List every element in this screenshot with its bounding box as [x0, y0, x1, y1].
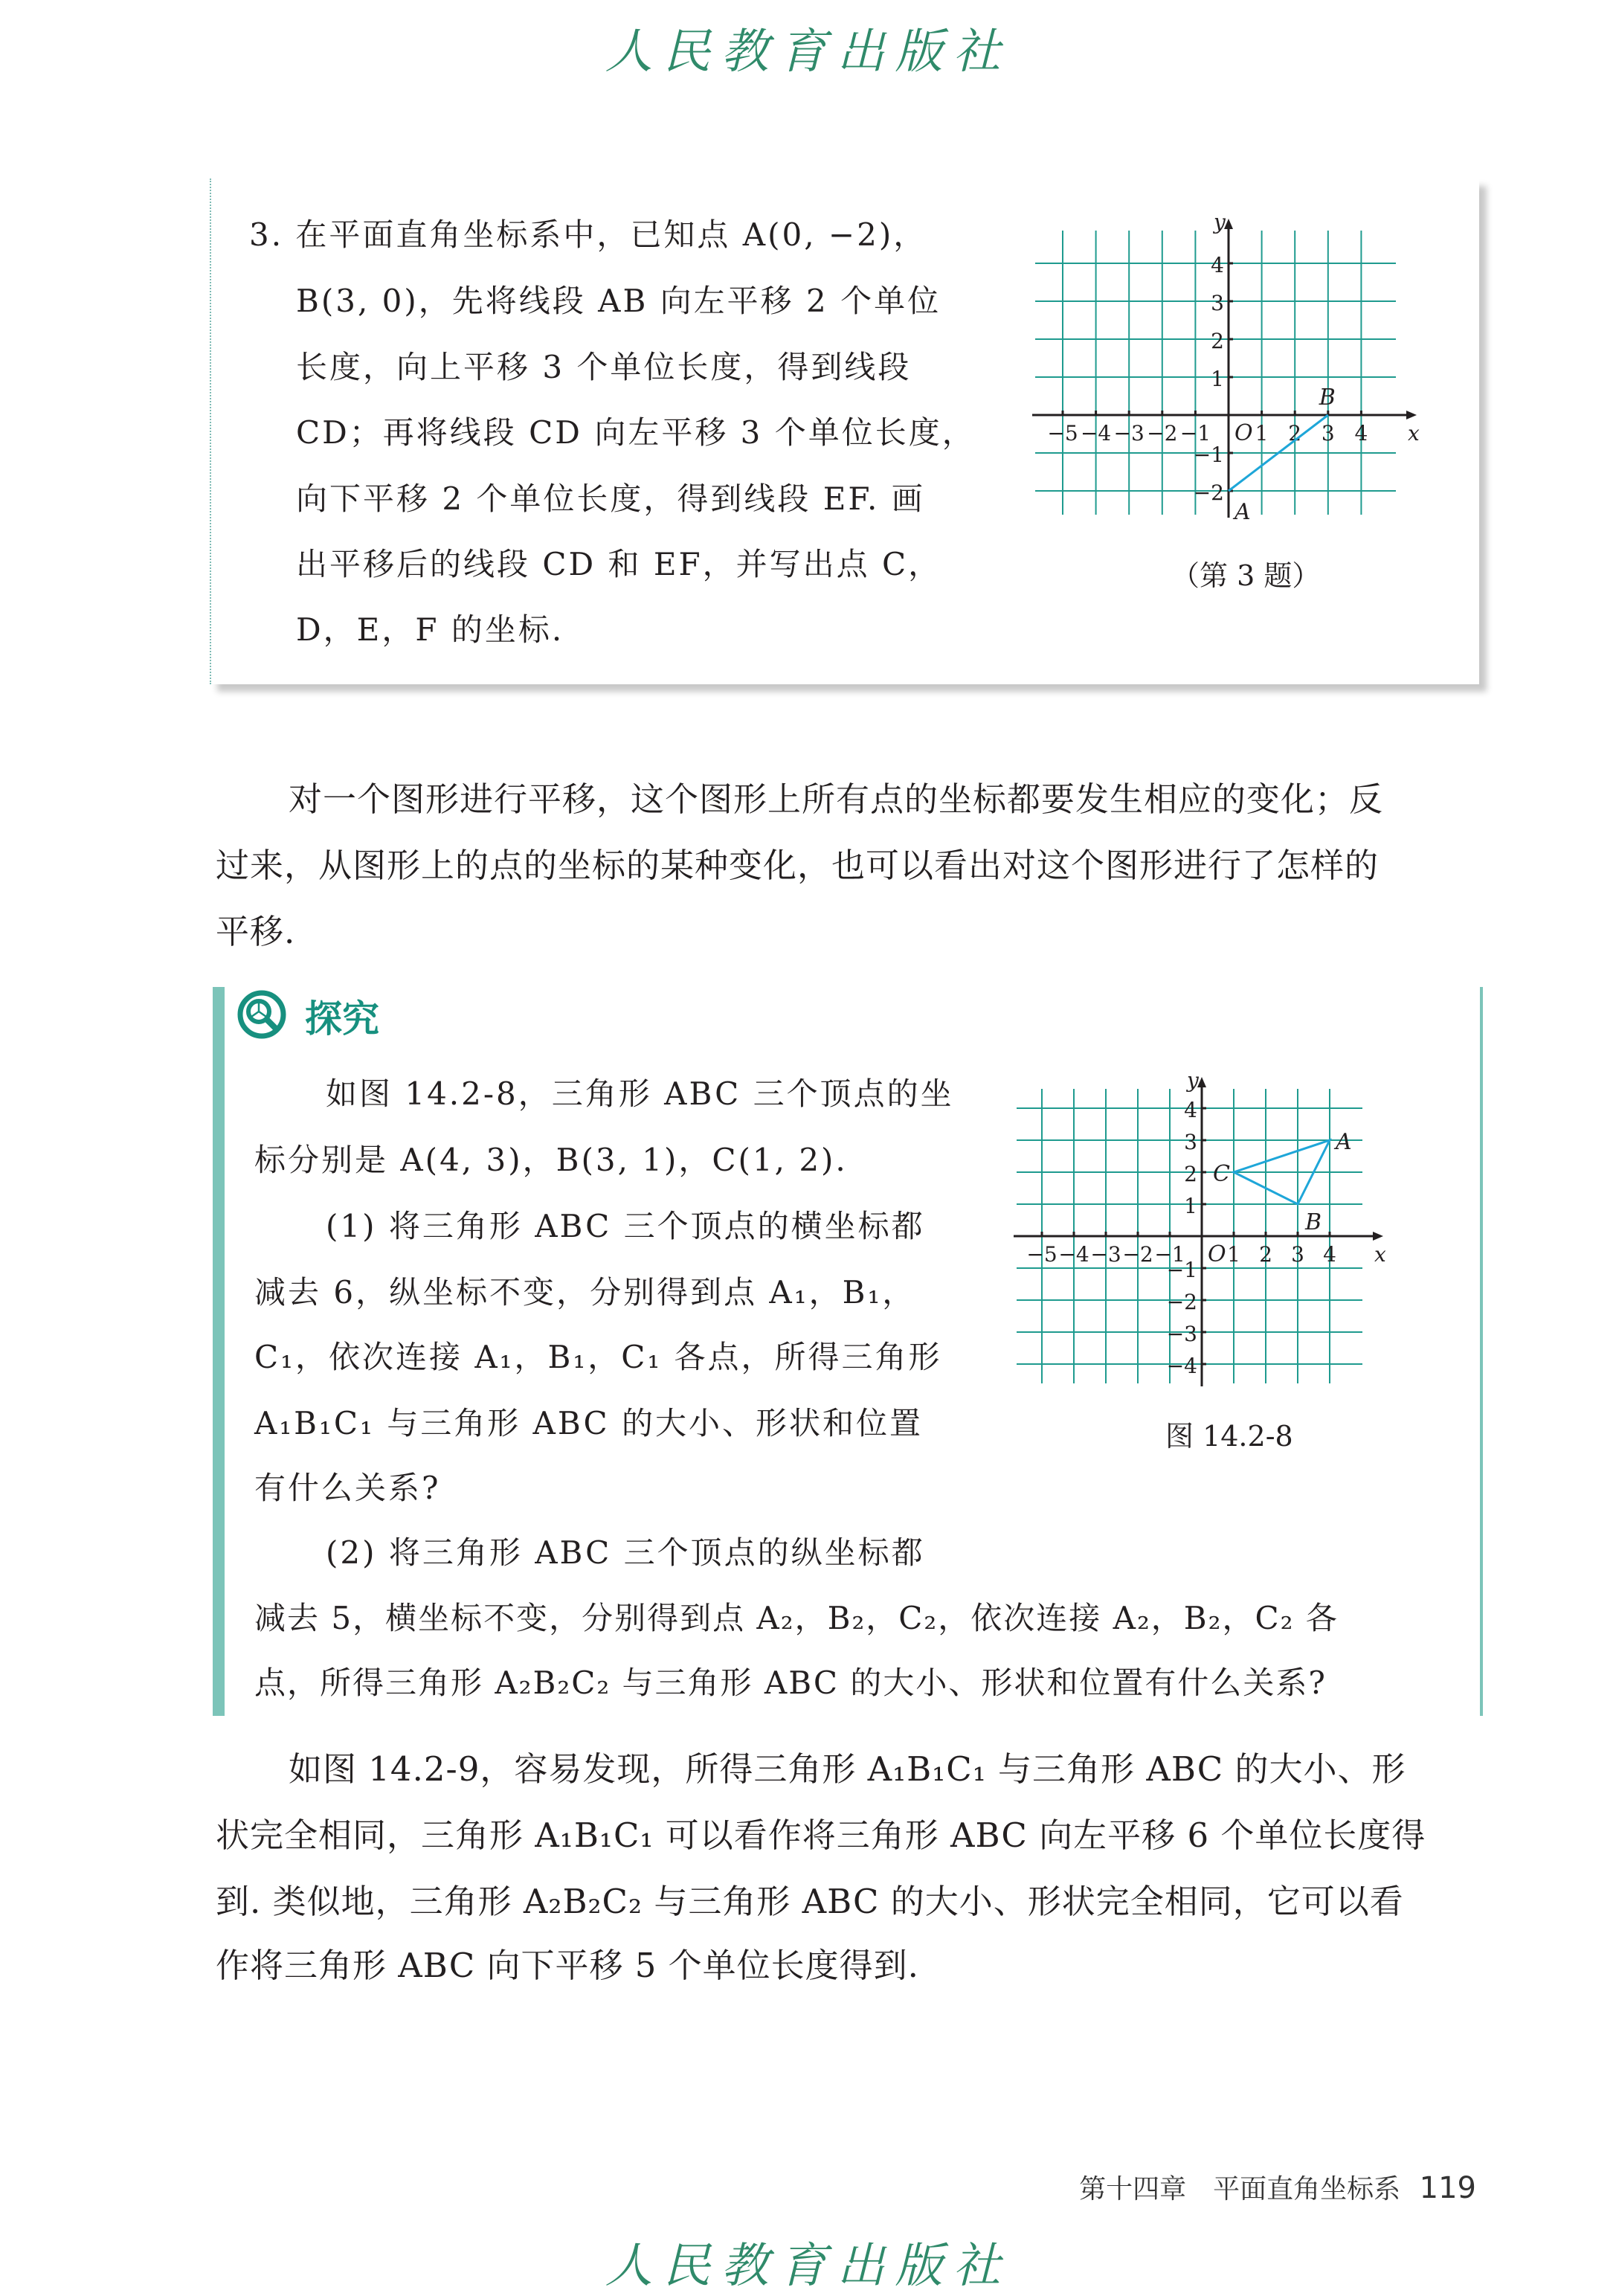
point-label-A: A	[1234, 499, 1251, 525]
x-tick-label: −1	[1179, 421, 1211, 446]
point-label-B: B	[1305, 1209, 1322, 1235]
text-line: A₁B₁C₁ 与三角形 ABC 的大小、形状和位置	[254, 1405, 924, 1441]
x-axis-label: x	[1408, 421, 1420, 446]
text-line: 减去 5，横坐标不变，分别得到点 A₂，B₂，C₂，依次连接 A₂，B₂，C₂ 各	[254, 1600, 1339, 1636]
y-tick-label: 2	[1211, 329, 1224, 353]
text-line: 状完全相同，三角形 A₁B₁C₁ 可以看作将三角形 ABC 向左平移 6 个单位长度得	[216, 1816, 1426, 1855]
text-line: 有什么关系?	[254, 1470, 441, 1506]
text-line: 标分别是 A(4, 3)，B(3, 1)，C(1, 2).	[254, 1142, 848, 1178]
page-footer	[1079, 2168, 1476, 2206]
exercise-3-graph	[1026, 208, 1487, 550]
y-tick-label: 2	[1184, 1162, 1197, 1186]
x-axis-arrow-icon	[1406, 411, 1417, 419]
figure-14-2-8-caption: 图 14.2-8	[1165, 1420, 1293, 1453]
x-tick-label: −1	[1154, 1242, 1185, 1267]
y-axis-label: y	[1187, 1068, 1199, 1093]
magnifier-explore-icon	[236, 989, 287, 1040]
text-line: CD；再将线段 CD 向左平移 3 个单位长度，	[296, 414, 976, 451]
x-tick-label: −4	[1058, 1242, 1089, 1267]
text-line: C₁，依次连接 A₁，B₁，C₁ 各点，所得三角形	[254, 1339, 942, 1375]
y-tick-label: 1	[1211, 367, 1224, 391]
figure-14-2-8-graph	[1011, 1064, 1472, 1398]
x-tick-label: −5	[1047, 421, 1078, 446]
x-tick-label: −2	[1122, 1242, 1153, 1267]
point-label-A: A	[1336, 1129, 1352, 1155]
text-line: B(3, 0)，先将线段 AB 向左平移 2 个单位	[296, 283, 941, 319]
text-line: 如图 14.2-9，容易发现，所得三角形 A₁B₁C₁ 与三角形 ABC 的大小、形	[289, 1749, 1406, 1789]
y-tick-label: 4	[1211, 253, 1224, 277]
x-axis-arrow-icon	[1373, 1232, 1383, 1241]
y-tick-label: −3	[1166, 1322, 1197, 1346]
x-tick-label: 2	[1288, 421, 1302, 446]
x-tick-label: 3	[1321, 421, 1335, 446]
y-tick-label: 4	[1184, 1098, 1197, 1122]
x-tick-label: −2	[1147, 421, 1178, 446]
text-line: 平移.	[216, 912, 296, 951]
exercise-3-caption: （第 3 题）	[1171, 559, 1321, 592]
origin-label: O	[1234, 420, 1253, 446]
publisher-logo-footer: 人民教育出版社	[605, 2239, 1011, 2294]
text-line: 对一个图形进行平移，这个图形上所有点的坐标都要发生相应的变化；反	[289, 779, 1384, 819]
origin-label: O	[1208, 1241, 1226, 1267]
x-tick-label: 2	[1259, 1242, 1272, 1267]
text-line: D，E，F 的坐标.	[296, 611, 564, 648]
x-tick-label: 4	[1323, 1242, 1336, 1267]
y-tick-label: −2	[1166, 1290, 1197, 1314]
x-tick-label: 3	[1291, 1242, 1304, 1267]
y-tick-label: −1	[1193, 443, 1224, 467]
text-line: 如图 14.2-8，三角形 ABC 三个顶点的坐	[326, 1075, 954, 1112]
y-tick-label: −1	[1166, 1258, 1197, 1282]
text-line: 出平移后的线段 CD 和 EF，并写出点 C，	[296, 546, 942, 582]
y-tick-label: 3	[1211, 291, 1224, 315]
x-tick-label: −3	[1113, 421, 1145, 446]
point-label-B: B	[1319, 385, 1336, 411]
page-number: 119	[1419, 2171, 1476, 2205]
text-line: (1) 将三角形 ABC 三个顶点的横坐标都	[326, 1208, 925, 1244]
text-line: 向下平移 2 个单位长度，得到线段 EF. 画	[296, 480, 925, 517]
x-tick-label: 1	[1227, 1242, 1240, 1267]
y-tick-label: −2	[1193, 480, 1224, 505]
text-line: 到. 类似地，三角形 A₂B₂C₂ 与三角形 ABC 的大小、形状完全相同，它可以看	[216, 1882, 1404, 1921]
x-tick-label: −5	[1026, 1242, 1058, 1267]
y-tick-label: 3	[1184, 1130, 1197, 1154]
y-tick-label: 1	[1184, 1194, 1197, 1218]
text-line: 长度，向上平移 3 个单位长度，得到线段	[296, 349, 912, 385]
text-line: (2) 将三角形 ABC 三个顶点的纵坐标都	[326, 1534, 925, 1571]
x-tick-label: 4	[1354, 421, 1368, 446]
text-line: 过来，从图形上的点的坐标的某种变化，也可以看出对这个图形进行了怎样的	[216, 846, 1380, 885]
x-tick-label: −4	[1080, 421, 1112, 446]
explore-side-bar	[213, 987, 225, 1716]
y-tick-label: −4	[1166, 1354, 1197, 1378]
text-line: 减去 6，纵坐标不变，分别得到点 A₁，B₁，	[254, 1274, 916, 1311]
explore-title: 探究	[305, 997, 379, 1041]
chapter-title: 第十四章 平面直角坐标系	[1079, 2174, 1401, 2205]
text-line: 点，所得三角形 A₂B₂C₂ 与三角形 ABC 的大小、形状和位置有什么关系?	[254, 1665, 1327, 1701]
x-tick-label: −3	[1090, 1242, 1121, 1267]
text-line: 作将三角形 ABC 向下平移 5 个单位长度得到.	[216, 1946, 919, 1985]
x-axis-label: x	[1374, 1242, 1386, 1267]
explore-right-border	[1480, 987, 1483, 1716]
publisher-logo: 人民教育出版社	[605, 25, 1011, 80]
y-axis-label: y	[1214, 210, 1226, 234]
text-line: 3. 在平面直角坐标系中，已知点 A(0, −2)，	[249, 216, 927, 253]
point-label-C: C	[1213, 1161, 1230, 1187]
x-tick-label: 1	[1255, 421, 1269, 446]
